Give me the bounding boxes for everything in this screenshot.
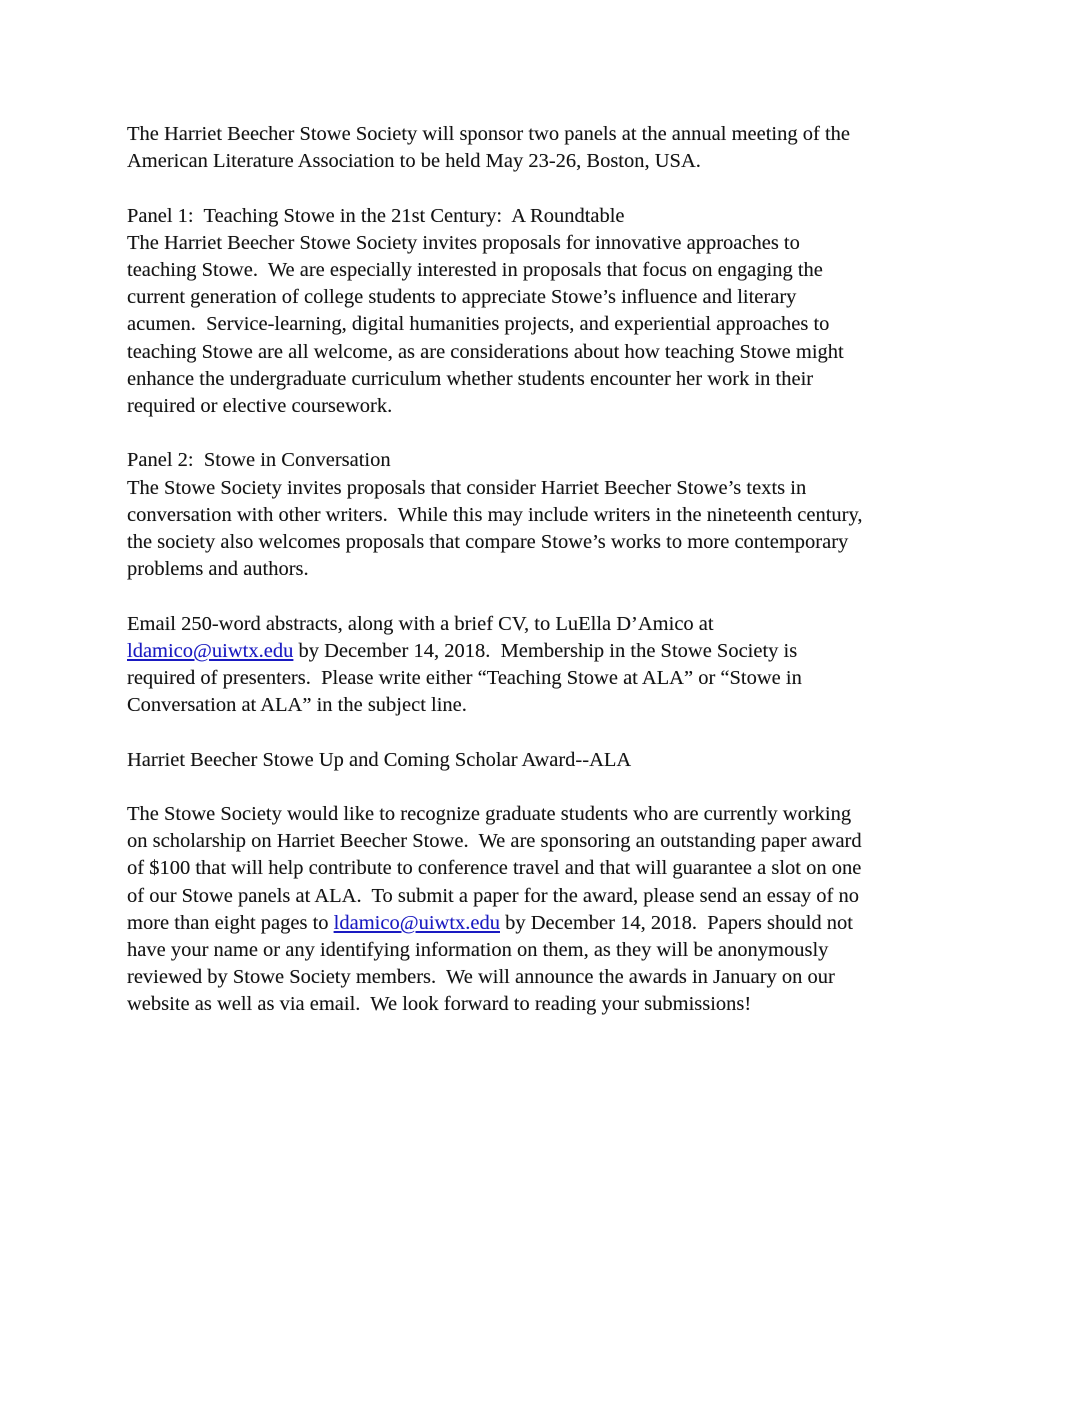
text-line: Conversation at ALA” in the subject line. (127, 694, 467, 717)
text-segment: by December 14, 2018. Membership in the Stowe Society is (293, 639, 798, 662)
text-line: enhance the undergraduate curriculum whether students encounter her work in their (127, 367, 814, 390)
text-segment: more than eight pages to (127, 911, 334, 934)
document-text-block (127, 121, 1007, 1046)
text-line: The Stowe Society would like to recognize graduate students who are currently working (127, 803, 852, 825)
text-line (127, 910, 1007, 937)
text-line: reviewed by Stowe Society members. We will announce the awards in January on our (127, 966, 835, 989)
submission-paragraph (127, 611, 1007, 720)
text-line: The Harriet Beecher Stowe Society invites proposals for innovative approaches to (127, 231, 800, 254)
text-line: Email 250-word abstracts, along with a brief CV, to LuElla D’Amico at (127, 612, 714, 635)
text-line: The Stowe Society invites proposals that consider Harriet Beecher Stowe’s texts in (127, 476, 807, 499)
email-link[interactable]: ldamico@uiwtx.edu (333, 911, 500, 934)
award-heading: Harriet Beecher Stowe Up and Coming Scholar Award--ALA (127, 748, 632, 771)
text-line (127, 638, 1007, 665)
text-line: teaching Stowe. We are especially interested in proposals that focus on engaging the (127, 259, 823, 281)
text-line: acumen. Service-learning, digital humanities projects, and experiential approaches to (127, 313, 830, 336)
text-line: current generation of college students to appreciate Stowe’s influence and literary (127, 286, 797, 309)
text-line: have your name or any identifying information on them, as they will be anonymously (127, 939, 829, 962)
panel1-section (127, 203, 1007, 421)
text-line: of $100 that will help contribute to conference travel and that will guarantee a slot on one (127, 857, 862, 880)
text-line: problems and authors. (127, 558, 309, 581)
text-line: required or elective coursework. (127, 395, 393, 418)
text-line: required of presenters. Please write either “Teaching Stowe at ALA” or “Stowe in (127, 667, 802, 690)
panel2-heading: Panel 2: Stowe in Conversation (127, 449, 391, 472)
text-line: the society also welcomes proposals that compare Stowe’s works to more contemporary (127, 531, 849, 554)
text-line: on scholarship on Harriet Beecher Stowe. We are sponsoring an outstanding paper award (127, 830, 862, 853)
text-line: website as well as via email. We look forward to reading your submissions! (127, 993, 752, 1016)
text-line: of our Stowe panels at ALA. To submit a paper for the award, please send an essay of no (127, 884, 860, 907)
panel2-section (127, 447, 1007, 583)
text-segment: by December 14, 2018. Papers should not (500, 911, 853, 934)
text-line: conversation with other writers. While this may include writers in the nineteenth century, (127, 503, 863, 526)
intro-paragraph (127, 121, 1007, 175)
text-line: teaching Stowe are all welcome, as are considerations about how teaching Stowe might (127, 340, 844, 363)
panel1-heading: Panel 1: Teaching Stowe in the 21st Century: A Roundtable (127, 204, 625, 227)
award-heading-block (127, 747, 1007, 774)
text-line: American Literature Association to be held May 23-26, Boston, USA. (127, 150, 701, 173)
award-paragraph (127, 801, 1007, 1019)
email-link[interactable]: ldamico@uiwtx.edu (127, 639, 294, 662)
text-line: The Harriet Beecher Stowe Society will sponsor two panels at the annual meeting of the (127, 123, 850, 145)
